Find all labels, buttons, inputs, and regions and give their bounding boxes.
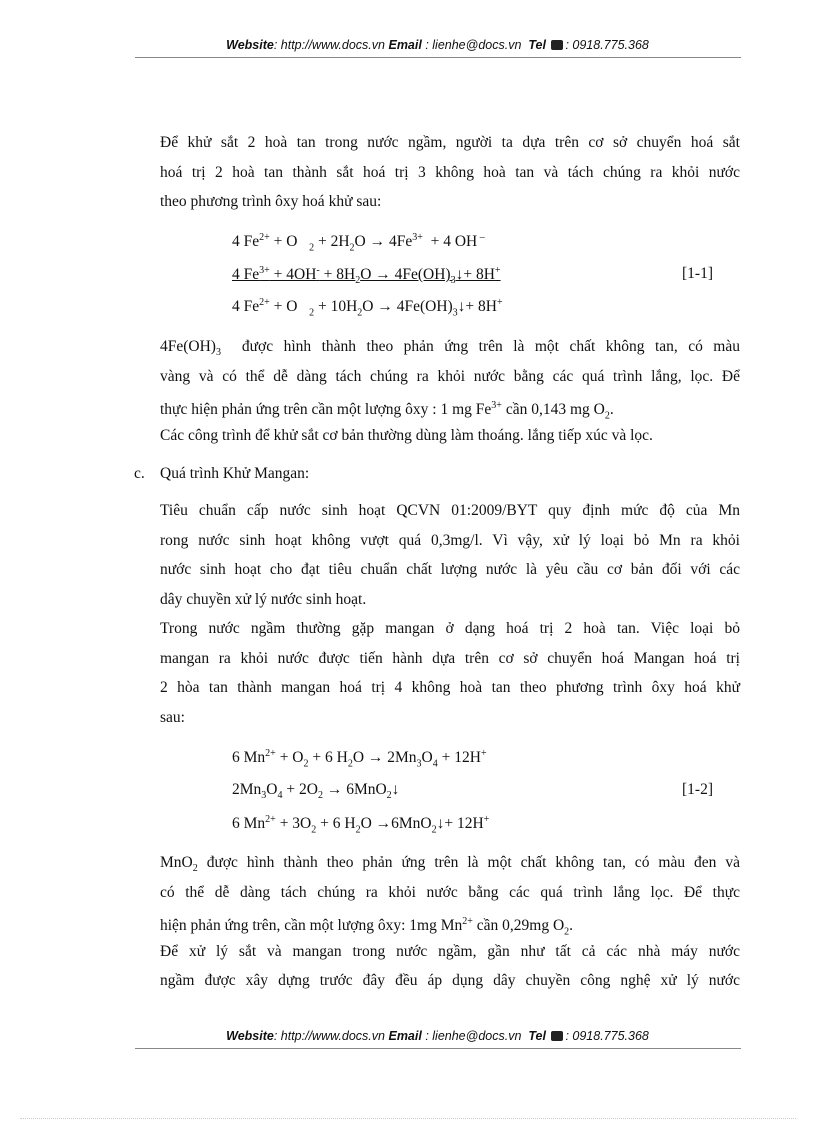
text-line: 2 hòa tan thành mangan hoá trị 4 không hoà tan theo phương trình ôxy hoá khử [160,679,740,696]
phone-icon [551,40,563,50]
website-url: : http://www.docs.vn [273,1029,385,1043]
paragraph-iron-intro [160,128,740,217]
tel-label: Tel [528,38,546,52]
text-line: theo phương trình ôxy hoá khử sau: [160,193,382,210]
email-value: : lienhe@docs.vn [421,38,522,52]
text-line: hiện phản ứng trên, cần một lượng ôxy: 1mg $Mn^{2+}$ cần 0,29mg $O_2$. [160,916,574,938]
paragraph-manganese-intro [160,496,740,732]
email-label: Email [388,38,422,52]
text-line: rong nước sinh hoạt không vượt quá 0,3mg/l. Vì vậy, xử lý loại bỏ Mn ra khỏi [160,531,740,549]
text-line: Để khử sắt 2 hoà tan trong nước ngầm, người ta dựa trên cơ sở chuyển hoá sắt [160,134,740,151]
section-marker: c. [134,465,145,482]
tel-value: : 0918.775.368 [565,1029,649,1043]
text-line: Trong nước ngầm thường gặp mangan ở dạng hoá trị 2 hoà tan. Việc loại bỏ [160,620,740,637]
text-line: Để xử lý sắt và mangan trong nước ngầm, gần như tất cả các nhà máy nước [160,942,740,960]
tel-value: : 0918.775.368 [565,38,649,52]
text-line: có thể dễ dàng tách chúng ra khỏi nước bằng các quá trình lắng lọc. Để thực [160,883,740,901]
text-line: $4Fe(OH)_3$ được hình thành theo phản ứng trên là một chất không tan, có màu [160,338,740,359]
equation-number-1: [1-1] [682,265,713,282]
equation-mn-1: 6 $Mn^{2+} + O_2 + 6$ $H_2O \to 2Mn_3O_4 + 12H^+$ [232,748,487,770]
formula-mno2: MnO$_2$ [160,854,198,875]
text-line: nước sinh hoạt cho đạt tiêu chuẩn chất lượng nước là yêu cầu cơ bản đối với các [160,561,740,578]
text-line: ngầm được xây dựng trước đây đều áp dụng dây chuyền công nghệ xử lý nước [160,972,740,989]
tel-label: Tel [528,1029,546,1043]
website-label: Website [226,1029,274,1043]
email-value: : lienhe@docs.vn [421,1029,522,1043]
page-header [135,38,740,52]
paragraph-manganese-result [160,848,740,996]
page-bottom-border [20,1118,796,1119]
equation-number-2: [1-2] [682,781,713,798]
website-url: : http://www.docs.vn [273,38,385,52]
email-label: Email [388,1029,422,1043]
equation-mn-sum: 6 $Mn^{2+} + 3O_2 + 6$ $H_2O$ →6MnO$_2$↓+ 12H+ [232,814,490,836]
equation-mn-2: $2Mn_3O_4 + 2O_2$ → 6MnO$_2$↓ [232,781,400,802]
header-rule [135,57,741,58]
text-line: vàng và có thể dễ dàng tách chúng ra khỏi nước bằng các quá trình lắng, lọc. Để [160,367,740,385]
equation-iron-1: 4 $Fe^{2+} + O$ $_2 + 2H_2O \to 4Fe^{3+} + 4$ OH – [232,232,485,254]
website-label: Website [226,38,274,52]
text-line: Tiêu chuẩn cấp nước sinh hoạt QCVN 01:2009/BYT quy định mức độ của Mn [160,502,740,519]
text-line: dây chuyền xử lý nước sinh hoạt. [160,590,367,608]
page-footer [135,1029,740,1043]
section-title: Quá trình Khử Mangan: [160,465,310,482]
text-line: sau: [160,708,185,726]
text-line: MnO$_2$ được hình thành theo phản ứng trên là một chất không tan, có màu đen và [160,854,740,875]
text-line: mangan ra khỏi nước được tiến hành dựa trên cơ sở chuyển hoá Mangan hoá trị [160,649,740,667]
text-line: hoá trị 2 hoà tan thành sắt hoá trị 3 không hoà tan và tách chúng ra khỏi nước [160,163,740,181]
text-line: Các công trình để khử sắt cơ bản thường dùng làm thoáng. lắng tiếp xúc và lọc. [160,426,653,444]
phone-icon [551,1031,563,1041]
footer-rule [135,1048,741,1049]
paragraph-iron-result [160,332,740,450]
formula-fe-oh3: $4Fe(OH)_3$ [160,338,221,359]
equation-iron-2: 4 $Fe^{3+} + 4OH^- + 8H_2O$ → $4Fe(OH)_3↓+ 8H^+$ [232,265,501,287]
equation-iron-sum: 4 $Fe^{2+} + O$ $_2 + 10H_2O$ → $4Fe(OH)_3↓+ 8H^+$ [232,297,503,319]
text-line: thực hiện phản ứng trên cần một lượng ôxy : 1 mg $Fe^{3+}$ cần 0,143 mg $O_2$. [160,400,614,422]
